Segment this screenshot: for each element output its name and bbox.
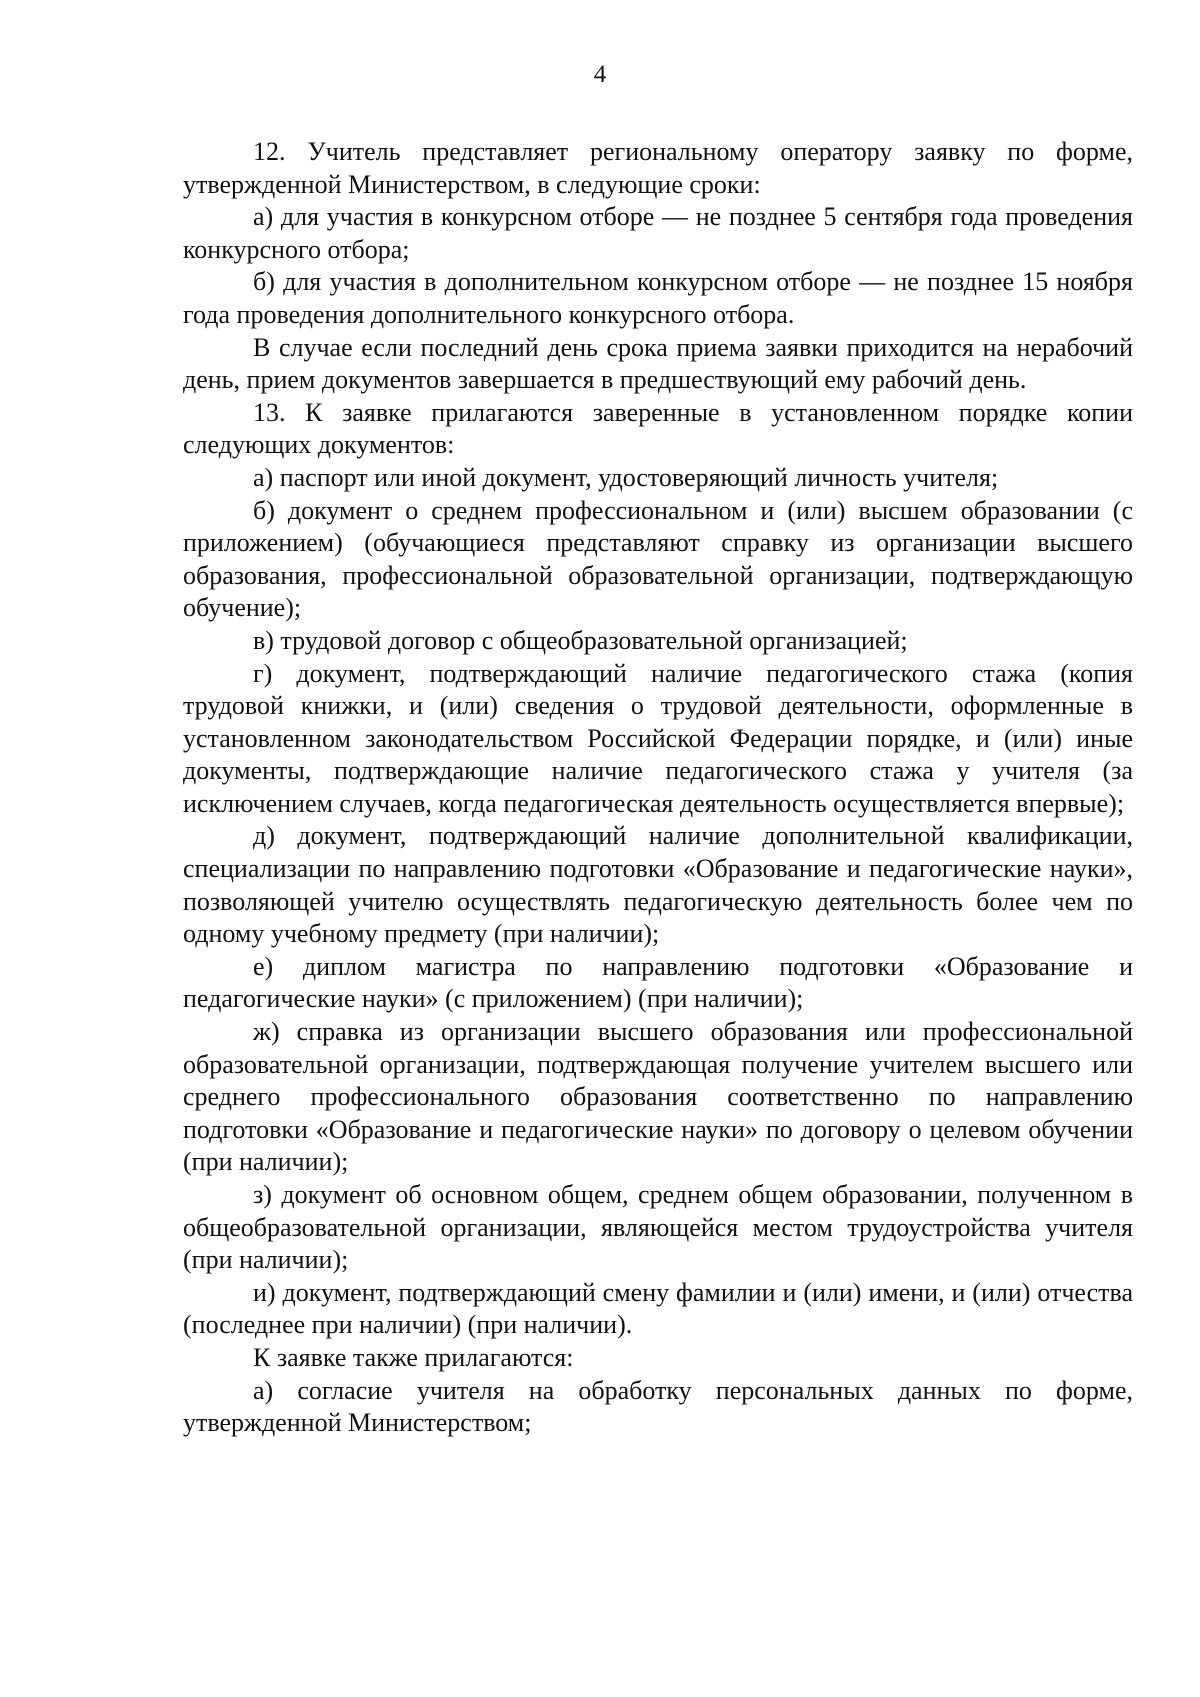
paragraph-13-i: и) документ, подтверждающий смену фамилии и (или) имени, и (или) отчества (последнее при наличии) (при наличии). — [183, 1277, 1133, 1340]
paragraph-12-b: б) для участия в дополнительном конкурсном отборе — не позднее 15 ноября года проведения дополнительного конкурсного отбора. — [183, 267, 1133, 329]
paragraph-also-attached: К заявке также прилагаются: — [253, 1342, 574, 1372]
paragraph-12-a: а) для участия в конкурсном отборе — не позднее 5 сентября года проведения конкурсного отбора; — [183, 202, 1133, 264]
paragraph-13-g: г) документ, подтверждающий наличие педагогического стажа (копия трудовой книжки, и (или) сведения о трудовой деятельности, оформленные в установленном законодательством Российской Федерации порядке, и (или) иные документы, подтверждающие наличие педагогического стажа у учителя (за исключением случаев, когда педагогическая деятельность осуществляется впервые); — [183, 658, 1133, 818]
paragraph-13-z: з) документ об основном общем, среднем общем образовании, полученном в общеобразовательной организации, являющейся местом трудоустройства учителя (при наличии); — [183, 1180, 1133, 1275]
paragraph-13-b: б) документ о среднем профессиональном и (или) высшем образовании (с приложением) (обучающиеся представляют справку из организации высшего образования, профессиональной образовательной организации, подтверждающую обучение); — [183, 495, 1133, 623]
paragraph-12: 12. Учитель представляет региональному оператору заявку по форме, утвержденной Министерством, в следующие сроки: — [183, 137, 1133, 199]
paragraph-also-attached-a: а) согласие учителя на обработку персональных данных по форме, утвержденной Министерством; — [183, 1375, 1133, 1438]
paragraph-13: 13. К заявке прилагаются заверенные в установленном порядке копии следующих документов: — [183, 397, 1133, 460]
paragraph-13-v: в) трудовой договор с общеобразовательной организацией; — [253, 625, 908, 655]
page-number: 4 — [593, 61, 607, 88]
paragraph-13-a: а) паспорт или иной документ, удостоверяющий личность учителя; — [253, 462, 999, 492]
paragraph-13-zh: ж) справка из организации высшего образования или профессиональной образовательной организации, подтверждающая получение учителем высшего или среднего профессионального образования соответственно по направлению подготовки «Образование и педагогические науки» по договору о целевом обучении (при наличии); — [183, 1017, 1133, 1177]
paragraph-13-e: е) диплом магистра по направлению подготовки «Образование и педагогические науки» (с приложением) (при наличии); — [183, 951, 1133, 1014]
paragraph-13-d: д) документ, подтверждающий наличие дополнительной квалификации, специализации по направлению подготовки «Образование и педагогические науки», позволяющей учителю осуществлять педагогическую деятельность более чем по одному учебному предмету (при наличии); — [183, 821, 1133, 949]
document-body — [183, 136, 1133, 1440]
paragraph-12-deadline-note: В случае если последний день срока приема заявки приходится на нерабочий день, прием документов завершается в предшествующий ему рабочий день. — [183, 332, 1133, 395]
